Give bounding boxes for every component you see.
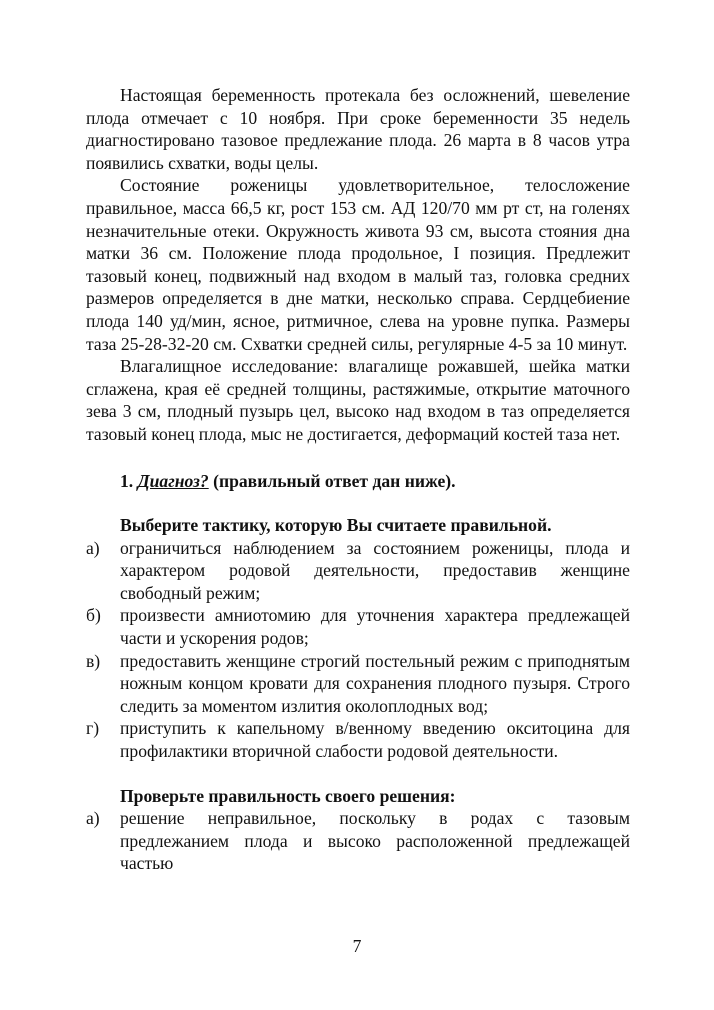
option-letter: б) [86,605,101,626]
check-option-a [86,807,630,875]
option-letter: г) [86,718,100,739]
question-note: (правильный ответ дан ниже). [213,470,456,491]
document-page [86,84,630,875]
tactics-heading: Выберите тактику, которую Вы считаете правильной. [120,515,552,536]
option-text: ограничиться наблюдением за состоянием роженицы, плода и характером родовой деятельности, предоставив женщине свободный режим; [120,537,630,603]
question-diagnosis [86,470,630,493]
paragraph-vaginal-exam: Влагалищное исследование: влагалище рожавшей, шейка матки сглажена, края её средней толщины, растяжимые, открытие маточного зева 3 см, плодный пузырь цел, высоко над входом в таз определяется тазовый конец плода, мыс не достигается, деформаций костей таза нет. [86,356,630,444]
tactics-option-g [86,717,630,762]
option-text: произвести амниотомию для уточнения характера предлежащей части и ускорения родов; [120,605,630,649]
tactics-option-b [86,604,630,649]
check-heading: Проверьте правильность своего решения: [120,785,456,806]
page-number: 7 [352,936,362,956]
paragraph-status: Состояние роженицы удовлетворительное, телосложение правильное, масса 66,5 кг, рост 153 см. АД 120/70 мм рт ст, на голенях незначительные отеки. Окружность живота 93 см, высота стояния дна матки 36 см. Положение плода продольное, I позиция. Предлежит тазовый конец, подвижный над входом в малый таз, головка средних размеров определяется в дне матки, несколько справа. Сердцебиение плода 140 уд/мин, ясное, ритмичное, слева на уровне пупка. Размеры таза 25-28-32-20 см. Схватки средней силы, регулярные 4-5 за 10 минут. [86,175,630,354]
option-letter: а) [86,808,100,829]
tactics-option-v [86,650,630,718]
option-text: приступить к капельному в/венному введению окситоцина для профилактики вторичной слабости родовой деятельности. [120,718,630,762]
question-word: Диагноз? [137,470,209,491]
tactics-option-a [86,537,630,605]
paragraph-history: Настоящая беременность протекала без осложнений, шевеление плода отмечает с 10 ноября. При сроке беременности 35 недель диагностировано тазовое предлежание плода. 26 марта в 8 часов утра появились схватки, воды целы. [86,85,630,173]
option-letter: а) [86,537,100,558]
option-letter: в) [86,650,101,671]
question-number: 1. [120,470,134,491]
option-text: решение неправильное, поскольку в родах с тазовым предлежанием плода и высоко расположенной предлежащей частью [120,808,630,874]
option-text: предоставить женщине строгий постельный режим с приподнятым ножным концом кровати для сохранения плодного пузыря. Строго следить за моментом излития околоплодных вод; [120,650,630,716]
